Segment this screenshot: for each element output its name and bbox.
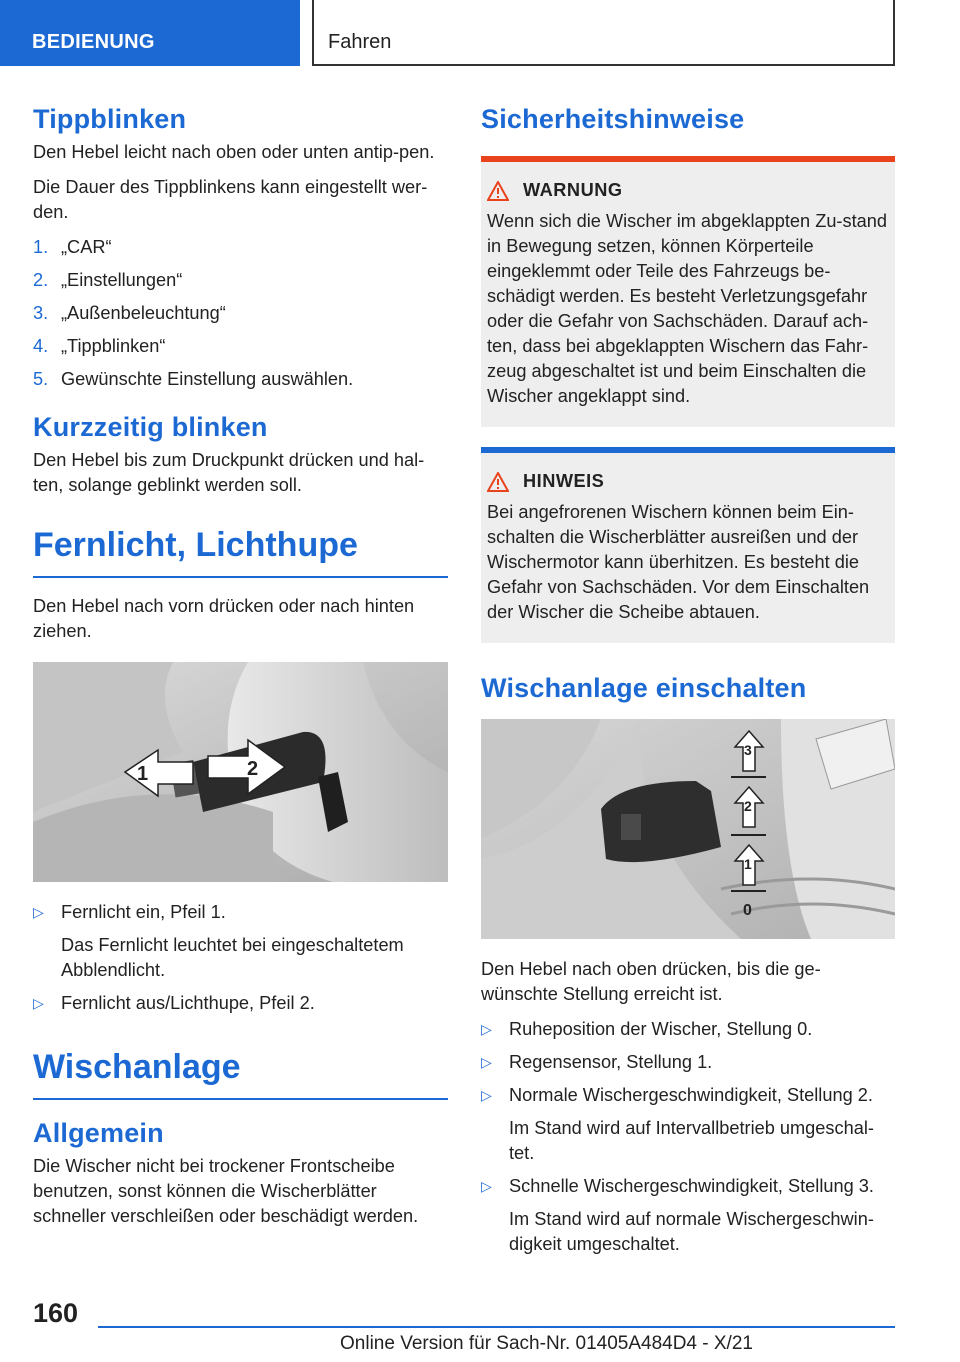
- chapter-heading-fernlicht: Fernlicht, Lichthupe: [33, 524, 448, 578]
- arrow-1-label: 1: [137, 763, 149, 785]
- paragraph: Den Hebel bis zum Druckpunkt drücken und hal-ten, solange geblinkt werden soll.: [33, 450, 425, 495]
- bullet-text: Schnelle Wischergeschwindigkeit, Stellung 3.: [509, 1176, 874, 1196]
- left-column: [33, 102, 448, 1239]
- section-header: Fahren: [312, 0, 895, 66]
- warning-box: [481, 156, 895, 427]
- position-0-label: 0: [743, 902, 752, 919]
- bullet-text: Regensensor, Stellung 1.: [509, 1052, 713, 1072]
- heading-wischanlage-einschalten: Wischanlage einschalten: [481, 673, 807, 703]
- triangle-bullet-icon: ▷: [33, 904, 44, 920]
- page-number: 160: [33, 1298, 79, 1328]
- position-3-label: 3: [744, 742, 752, 758]
- hint-label: HINWEIS: [523, 471, 605, 491]
- footer-version-text: Online Version für Sach-Nr. 01405A484D4 - X/21: [340, 1333, 753, 1354]
- paragraph: Die Dauer des Tippblinkens kann eingestellt wer-den.: [33, 177, 428, 222]
- list-item: [481, 1083, 895, 1166]
- list-item: [481, 1050, 895, 1075]
- heading-allgemein: Allgemein: [33, 1118, 164, 1148]
- warning-triangle-icon: [487, 181, 509, 201]
- list-item: [33, 235, 448, 260]
- paragraph: Den Hebel nach vorn drücken oder nach hinten ziehen.: [33, 596, 415, 641]
- step-number: 3.: [33, 303, 49, 323]
- step-number: 5.: [33, 369, 49, 389]
- right-column: [481, 102, 895, 1267]
- bullet-text: Fernlicht aus/Lichthupe, Pfeil 2.: [61, 993, 315, 1013]
- heading-sicherheitshinweise: Sicherheitshinweise: [481, 104, 745, 134]
- bullets-list: [33, 900, 448, 1016]
- hint-text: Bei angefrorenen Wischern können beim Ein-schalten die Wischerblätter ausreißen und der Wischermotor kann überhitzen. Es besteht die Gefahr von Sachschäden. Vor dem Einschalten der Wischer die Scheibe abtauen.: [487, 502, 870, 622]
- position-2-label: 2: [744, 798, 752, 814]
- wiper-lever-illustration: [481, 719, 895, 939]
- hint-triangle-icon: [487, 472, 509, 492]
- wiper-lever-figure: [481, 719, 895, 939]
- list-item: [481, 1017, 895, 1042]
- chapter-heading-wischanlage: Wischanlage: [33, 1046, 448, 1100]
- step-text: Gewünschte Einstellung auswählen.: [61, 369, 354, 389]
- step-text: „Tippblinken“: [61, 336, 166, 356]
- step-text: „Einstellungen“: [61, 270, 183, 290]
- position-1-label: 1: [744, 856, 752, 872]
- step-number: 1.: [33, 237, 49, 257]
- arrow-2-label: 2: [247, 758, 259, 780]
- bullet-subtext: Im Stand wird auf normale Wischergeschwin-digkeit umgeschaltet.: [509, 1209, 874, 1254]
- triangle-bullet-icon: ▷: [481, 1054, 492, 1070]
- list-item: [33, 301, 448, 326]
- heading-kurzzeitig-blinken: Kurzzeitig blinken: [33, 412, 268, 442]
- triangle-bullet-icon: ▷: [481, 1178, 492, 1194]
- list-item: [33, 900, 448, 983]
- bullet-subtext: Das Fernlicht leuchtet bei eingeschaltetem Abblendlicht.: [61, 935, 404, 980]
- heading-tippblinken: Tippblinken: [33, 104, 187, 134]
- paragraph: Die Wischer nicht bei trockener Frontscheibe benutzen, sonst können die Wischerblätter schneller verschleißen oder beschädigt werden.: [33, 1156, 419, 1226]
- hint-box: [481, 447, 895, 643]
- list-item: [33, 991, 448, 1016]
- step-text: „CAR“: [61, 237, 112, 257]
- step-number: 2.: [33, 270, 49, 290]
- paragraph: Den Hebel leicht nach oben oder unten antip-pen.: [33, 142, 435, 162]
- triangle-bullet-icon: ▷: [481, 1087, 492, 1103]
- triangle-bullet-icon: ▷: [481, 1021, 492, 1037]
- bullets-list: [481, 1017, 895, 1257]
- list-item: [33, 334, 448, 359]
- bullet-text: Ruheposition der Wischer, Stellung 0.: [509, 1019, 813, 1039]
- chapter-tab: BEDIENUNG: [0, 0, 300, 66]
- step-text: „Außenbeleuchtung“: [61, 303, 226, 323]
- footer-divider: [98, 1326, 895, 1328]
- triangle-bullet-icon: ▷: [33, 995, 44, 1011]
- step-number: 4.: [33, 336, 49, 356]
- paragraph: Den Hebel nach oben drücken, bis die ge-wünschte Stellung erreicht ist.: [481, 959, 821, 1004]
- list-item: [481, 1174, 895, 1257]
- list-item: [33, 367, 448, 392]
- list-item: [33, 268, 448, 293]
- bullet-subtext: Im Stand wird auf Intervallbetrieb umgeschal-tet.: [509, 1118, 874, 1163]
- bullet-text: Fernlicht ein, Pfeil 1.: [61, 902, 226, 922]
- warning-text: Wenn sich die Wischer im abgeklappten Zu-stand in Bewegung setzen, können Körperteile eingeklemmt oder Teile des Fahrzeugs be-schädigt werden. Es besteht Verletzungsgefahr oder die Gefahr von Sachschäden. Darauf ach-ten, dass bei abgeklappten Wischern das Fahr-zeug abgeschaltet ist und beim Einschalten die Wischer angeklappt sind.: [487, 211, 887, 406]
- high-beam-lever-figure: [33, 662, 448, 882]
- lever-illustration: [33, 662, 448, 882]
- bullet-text: Normale Wischergeschwindigkeit, Stellung 2.: [509, 1085, 873, 1105]
- steps-list: [33, 235, 448, 392]
- warning-label: WARNUNG: [523, 180, 623, 200]
